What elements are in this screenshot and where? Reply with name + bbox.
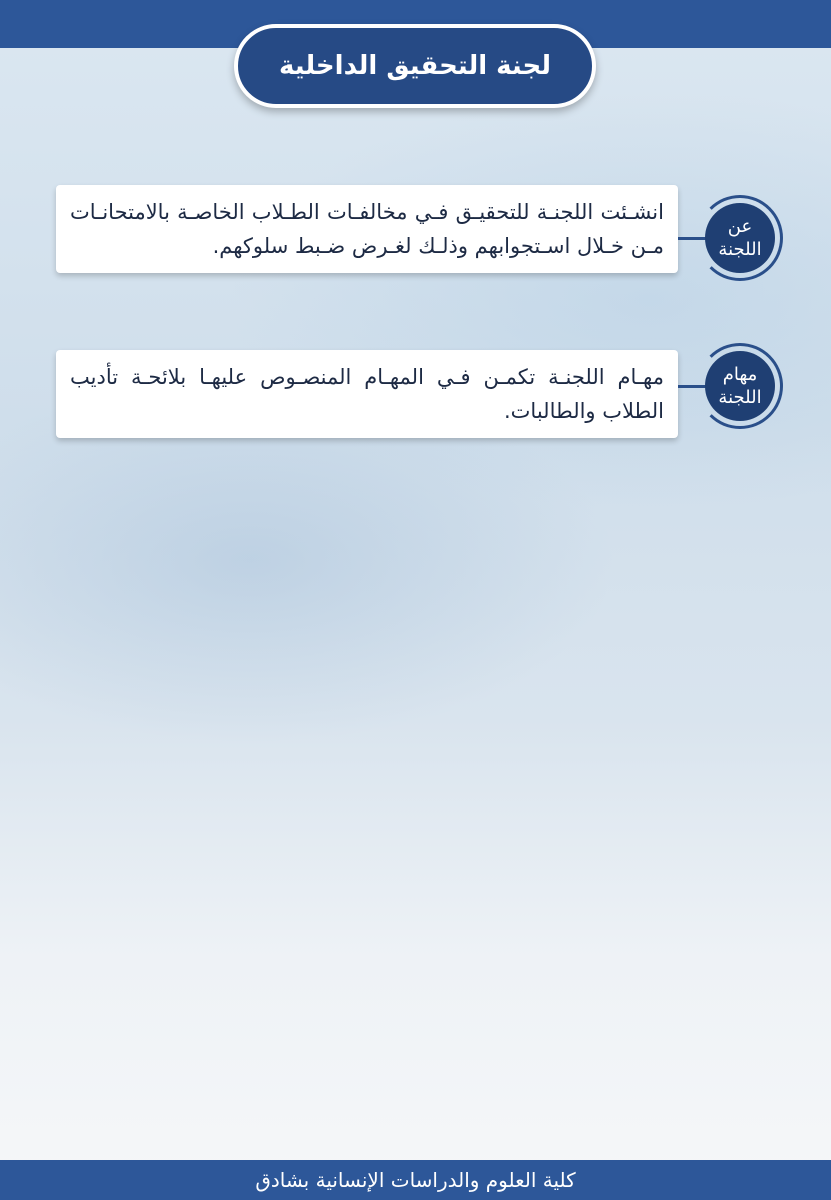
page-title — [234, 24, 596, 108]
committee-tasks-text: مهـام اللجنـة تكمـن فـي المهـام المنصـوص عليهـا بلائحـة تأديب الطلاب والطالبات. — [70, 365, 664, 423]
about-committee-badge-line2: اللجنة — [718, 239, 762, 260]
about-committee-badge-line1: عن — [727, 216, 753, 237]
committee-tasks-badge-line2: اللجنة — [718, 387, 762, 408]
footer-text: كلية العلوم والدراسات الإنسانية بشادق — [255, 1168, 576, 1192]
about-committee-badge — [705, 203, 775, 273]
footer-bar — [0, 1160, 831, 1200]
about-committee-card — [56, 185, 678, 273]
committee-tasks-card — [56, 350, 678, 438]
page-title-text: لجنة التحقيق الداخلية — [278, 51, 552, 81]
about-committee-text: انشـئت اللجنـة للتحقيـق فـي مخالفـات الطـلاب الخاصـة بالامتحانـات مـن خـلال اسـتجوابهم وذلـك لغـرض ضـبط سلوكهم. — [70, 200, 664, 258]
committee-tasks-badge-line1: مهام — [722, 364, 758, 385]
committee-tasks-badge — [705, 351, 775, 421]
